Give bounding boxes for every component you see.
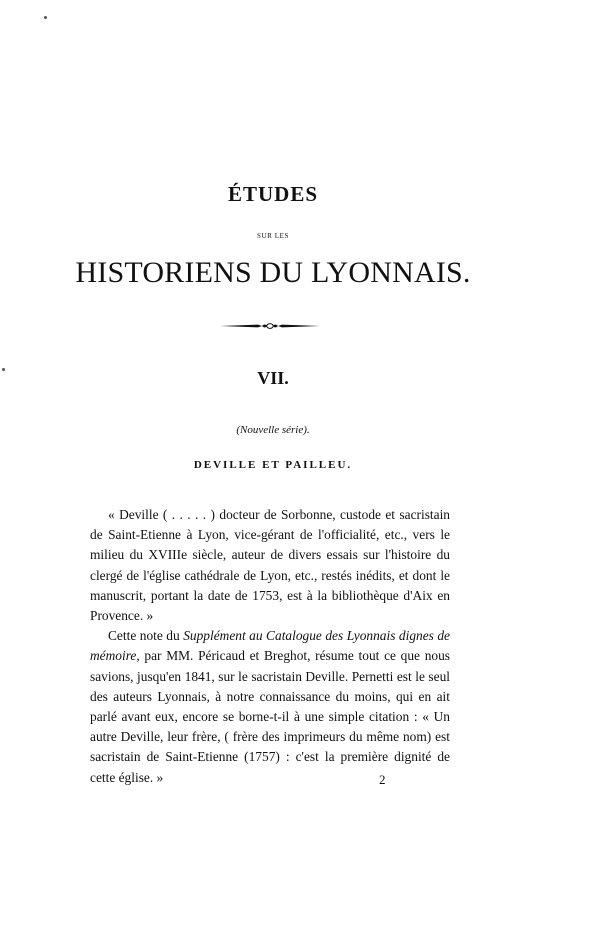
paragraph: « Deville ( . . . . . ) docteur de Sorbonne, custode et sacristain de Saint-Etienne à Lyon, vice-gérant de l'officialité, etc., vers le milieu du XVIIIe siècle, auteur de divers essais sur l'histoire du clergé de l'église cathédrale de Lyon, etc., restés inédits, et dont le manuscrit, portant la date de 1753, est à la bibliothèque d'Aix en Provence. » — [90, 507, 450, 624]
series-note: (Nouvelle série). — [236, 424, 310, 436]
chapter-number: VII. — [257, 368, 289, 388]
page-title: ÉTUDES — [227, 182, 319, 206]
page-number: 2 — [379, 772, 386, 787]
main-title: HISTORIENS DU LYONNAIS. — [75, 256, 471, 289]
title-connector: SUR LES — [256, 232, 289, 240]
body-text — [90, 505, 450, 788]
ornament-divider-icon — [218, 320, 322, 332]
paragraph — [90, 626, 450, 788]
paragraph-text: , par MM. Péricaud et Breghot, résume tout ce que nous savions, jusqu'en 1841, sur le sacristain Deville. Pernetti est le seul des auteurs Lyonnais, à notre connaissance du moins, qui en ait parlé avant eux, encore se borne-t-il à une simple citation : « Un autre Deville, leur frère, ( frère des imprimeurs du même nom) est sacristain de Saint-Etienne (1757) : c'est la première dignité de cette église. » — [90, 648, 450, 785]
paragraph-text: Cette note du — [108, 628, 184, 644]
book-title-italic: Supplément au Catalogue des Lyonnais dignes de mémoire — [90, 628, 450, 664]
section-heading: DEVILLE ET PAILLEU. — [193, 459, 353, 471]
scan-speck — [44, 16, 47, 19]
